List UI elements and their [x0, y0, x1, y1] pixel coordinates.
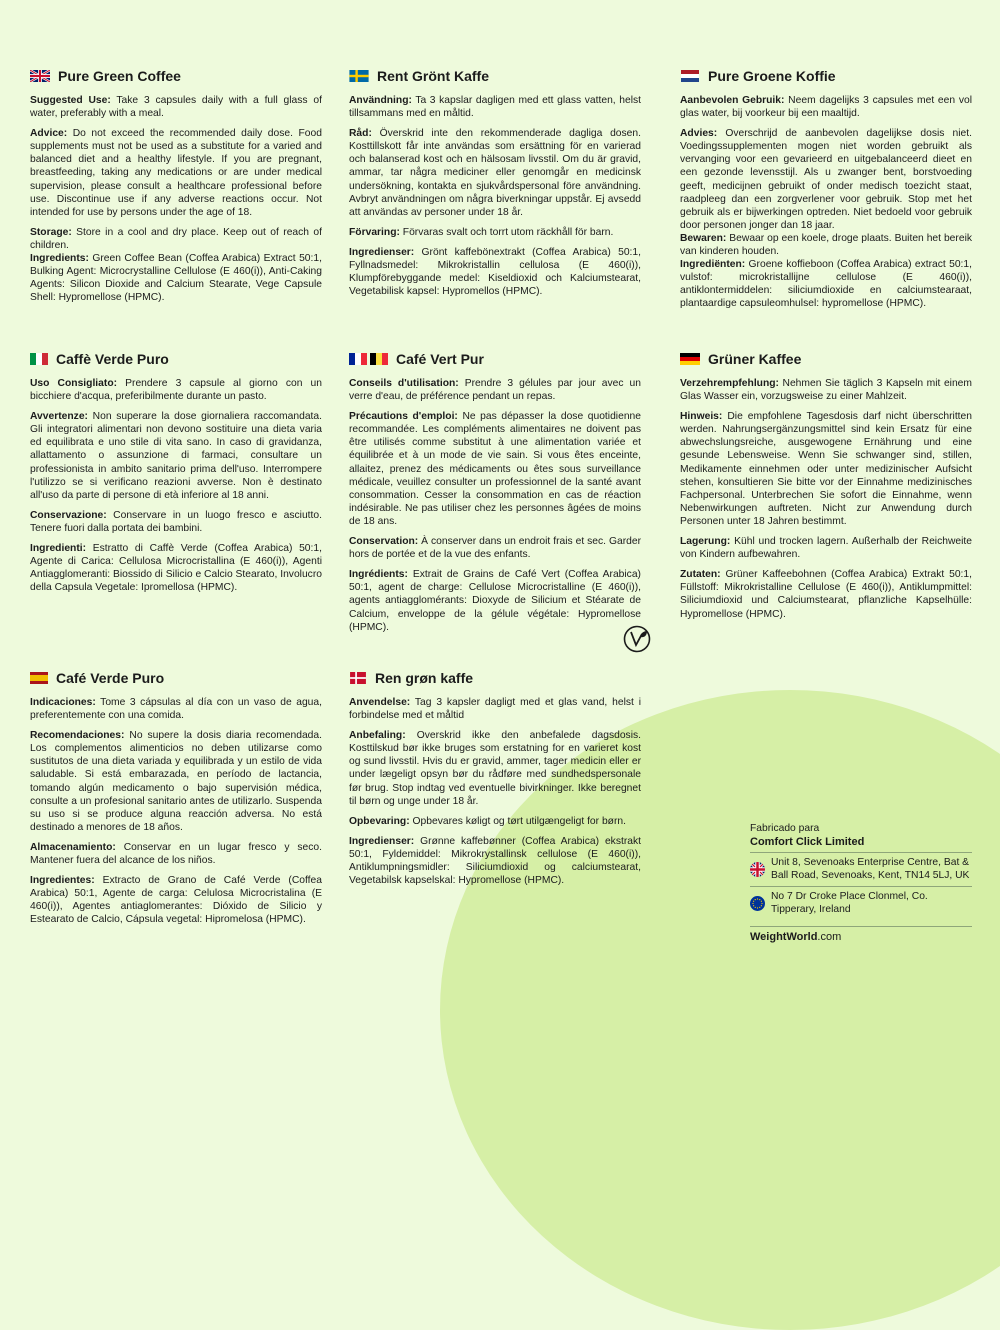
- vegan-leaf-icon: [623, 625, 651, 653]
- advice-text: Do not exceed the recommended daily dose. Food supplements must not be used as a substitute for a varied and balanced diet and a healthy lifestyle. If you are pregnant, breastfeeding, taking any medications or are under medical supervision, please consult a healthcare professional before use. Discontinue use if any adverse reactions occur. Not intended for use by persons under the age of 18.: [30, 128, 322, 218]
- usage-text: Nehmen Sie täglich 3 Kapseln mit einem Glas Wasser ein, vorzugsweise zu einer Mahlzeit.: [680, 378, 972, 403]
- website-link[interactable]: [750, 926, 972, 944]
- spain-flag-icon: [30, 672, 48, 684]
- advice-label: Avvertenze:: [30, 411, 88, 423]
- uk-address: Unit 8, Sevenoaks Enterprise Centre, Bat & Ball Road, Sevenoaks, Kent, TN14 5LJ, UK: [771, 857, 970, 881]
- section-title: Ren grøn kaffe: [375, 670, 474, 686]
- storage-text: Kühl und trocken lagern. Außerhalb der Reichweite von Kindern aufbewahren.: [680, 536, 972, 561]
- section-danish: [349, 670, 641, 894]
- advice-text: Överskrid inte den rekommenderade dagliga dosen. Kosttillskott får inte användas som ersättning för en varierad och balanserad kost och en hälsosam livsstil. Om du är gravid, ammar, tar några mediciner eller genomgår en medicinsk undersökning, kontakta en sjukvårdspersonal före användning. Avbryt användningen om några biverkningar uppstår. Ej avsedd att användas av personer under 18 år.: [349, 128, 641, 218]
- section-header: [680, 68, 972, 84]
- section-header: [349, 68, 641, 84]
- section-header: [349, 670, 641, 686]
- uk-flag-icon: [30, 70, 50, 82]
- section-dutch: [680, 68, 972, 318]
- ingredients-label: Ingredienser:: [349, 246, 415, 258]
- storage-paragraph: [349, 226, 641, 239]
- storage-label: Bewaren:: [680, 232, 727, 244]
- storage-text: Store in a cool and dry place. Keep out of reach of children.: [30, 226, 322, 251]
- ingredients-text: Green Coffee Bean (Coffea Arabica) Extract 50:1, Bulking Agent: Microcrystalline Cellulose (E 460(i)), Anti-Caking Agents: Silicon Dioxide and Calcium Stearate, Vege Capsule Shell: Hypromellose (HPMC).: [30, 253, 322, 304]
- section-title: Pure Groene Koffie: [708, 68, 836, 84]
- ingredients-text: Groene koffieboon (Coffea Arabica) extract 50:1, vulstof: microkristallijne cellulose (E 460(i)), antiklontermiddelen: siliciumdioxide en calciumstearaat, plantaardige capsuleomhulsel: hypromellose (HPMC).: [680, 259, 972, 310]
- section-header: [349, 351, 641, 367]
- storage-paragraph: [349, 535, 641, 561]
- section-german: [680, 351, 972, 628]
- ingredients-text: Grüner Kaffeebohnen (Coffea Arabica) Extrakt 50:1, Füllstoff: Mikrokristalline Cellulose (E 460(i)), Antiklumpmittel: Siliciumdioxid und Calciumstearat, pflanzliche Kapselhülle: Hypromellose (HPMC).: [680, 569, 972, 620]
- usage-paragraph: [349, 377, 641, 403]
- advice-label: Précautions d'emploi:: [349, 411, 458, 423]
- uk-flag-icon: [750, 862, 765, 877]
- section-header: [30, 68, 322, 84]
- usage-paragraph: [30, 696, 322, 722]
- section-italian: [30, 351, 322, 601]
- germany-flag-icon: [680, 353, 700, 365]
- italy-flag-icon: [30, 353, 48, 365]
- storage-text: À conserver dans un endroit frais et sec. Garder hors de portée et de la vue des enfants.: [349, 536, 641, 561]
- ingredients-text: Extracto de Grano de Café Verde (Coffea Arabica) 50:1, Agente de carga: Celulosa Microcristalina (E 460(i)), Agentes antiaglomerantes: Dióxido de Silicio y Estearato de Calcio, Cápsula vegetal: Hipromelosa (HPMC).: [30, 875, 322, 926]
- ingredients-paragraph: [680, 258, 972, 310]
- ingredients-paragraph: [30, 252, 322, 304]
- storage-label: Almacenamiento:: [30, 841, 116, 853]
- ingredients-text: Extrait de Grains de Café Vert (Coffea Arabica) 50:1, agent de charge: Cellulose Microcristalline (E 460(i)), agents antiagglomérants: Dioxyde de Silicium et Stéarate de Calcium, enveloppe de la gélule végétale: Hypromellose (HPMC).: [349, 569, 641, 633]
- usage-text: Take 3 capsules daily with a full glass of water, preferably with a meal.: [30, 95, 322, 120]
- manufacturer-block: [750, 823, 972, 944]
- ingredients-paragraph: [30, 874, 322, 926]
- section-french: [349, 351, 641, 641]
- storage-label: Conservation:: [349, 536, 419, 548]
- uk-address-row: [750, 852, 972, 886]
- storage-text: Bewaar op een koele, droge plaats. Buiten het bereik van kinderen houden.: [680, 232, 972, 258]
- storage-text: Conservar en un lugar fresco y seco. Mantener fuera del alcance de los niños.: [30, 841, 322, 867]
- storage-paragraph: [680, 535, 972, 561]
- ie-address-row: [750, 886, 972, 920]
- storage-text: Conservare in un luogo fresco e asciutto. Tenere fuori dalla portata dei bambini.: [30, 509, 322, 534]
- ingredients-label: Ingredients:: [30, 253, 89, 265]
- ingredients-label: Ingrédients:: [349, 569, 408, 581]
- ingredients-paragraph: [680, 568, 972, 620]
- usage-label: Anvendelse:: [349, 697, 411, 708]
- section-title: Grüner Kaffee: [708, 351, 802, 367]
- advice-paragraph: [349, 127, 641, 219]
- storage-paragraph: [680, 232, 972, 258]
- section-swedish: [349, 68, 641, 305]
- denmark-flag-icon: [349, 672, 367, 684]
- advice-text: Die empfohlene Tagesdosis darf nicht überschritten werden. Nahrungsergänzungsmittel sind kein Ersatz für eine abwechslungsreiche, ausgewogene Ernährung und eine gesunde Lebensweise. Wenn Sie schwanger sind, stillen, Medikamente einnehmen oder unter medizinischer Aufsicht stehen, konsultieren Sie bitte vor der Einnahme medizinisches Fachpersonal. Unterbrechen Sie sofort die Einnahme, wenn Nebenwirkungen auftreten. Nicht zur Anwendung durch Personen unter 18 Jahren bestimmt.: [680, 411, 972, 527]
- usage-text: Tome 3 cápsulas al día con un vaso de agua, preferentemente con una comida.: [30, 697, 322, 722]
- section-header: [30, 670, 322, 686]
- advice-label: Recomendaciones:: [30, 730, 125, 742]
- advice-text: Overschrijd de aanbevolen dagelijkse dosis niet. Voedingssupplementen mogen niet worden gebruikt als vervanging voor een gevarieerd en uitgebalanceerd dieet en een gezonde levensstijl. Als u zwanger bent, borstvoeding geeft, medicijnen gebruikt of onder medisch toezicht staat, raadpleeg dan een zorgverlener voor gebruik. Stop met het gebruik als er bijwerkingen optreden. Niet bedoeld voor gebruik door personen jonger dan 18 jaar.: [680, 128, 972, 231]
- usage-paragraph: [349, 94, 641, 120]
- storage-label: Förvaring:: [349, 226, 400, 238]
- usage-label: Aanbevolen Gebruik:: [680, 95, 785, 106]
- usage-label: Indicaciones:: [30, 697, 96, 708]
- usage-label: Suggested Use:: [30, 95, 111, 106]
- france-flag-icon: [349, 353, 367, 365]
- section-title: Café Verde Puro: [56, 670, 165, 686]
- usage-label: Verzehrempfehlung:: [680, 378, 779, 389]
- section-spanish: [30, 670, 322, 934]
- advice-text: No supere la dosis diaria recomendada. Los complementos alimenticios no deben utilizarse como sustitutos de una dieta variada y equilibrada y un estilo de vida saludable. Si está embarazada, en período de lactancia, tomando algún medicamento o bajo supervisión médica, consulte a un profesional sanitario antes de utilizarlo. Suspenda su uso si se produce alguna reacción adversa. No está destinado a menores de 18 años.: [30, 730, 322, 833]
- advice-text: Non superare la dose giornaliera raccomandata. Gli integratori alimentari non devono sostituire una dieta varia ed equilibrata e uno stile di vita sano. In caso di gravidanza, allattamento o assunzione di farmaci, consultare un professionista in ambito sanitario prima dell'uso. Interrompere l'utilizzo se si verificano reazioni avverse. Non è destinato all'uso da parte di persone di età inferiore al 18 anni.: [30, 411, 322, 501]
- belgium-flag-icon: [370, 353, 388, 365]
- ingredients-label: Zutaten:: [680, 569, 721, 581]
- usage-text: Tag 3 kapsler dagligt med et glas vand, helst i forbindelse med et måltid: [349, 697, 641, 722]
- storage-label: Opbevaring:: [349, 815, 410, 827]
- advice-paragraph: [680, 410, 972, 528]
- advice-paragraph: [349, 729, 641, 808]
- website-domain: .com: [817, 931, 842, 943]
- section-title: Café Vert Pur: [396, 351, 484, 367]
- usage-paragraph: [30, 377, 322, 403]
- storage-paragraph: [30, 226, 322, 252]
- storage-label: Lagerung:: [680, 536, 731, 548]
- storage-text: Förvaras svalt och torrt utom räckhåll för barn.: [399, 226, 614, 238]
- ingredients-label: Ingredienser:: [349, 835, 415, 847]
- usage-label: Användning:: [349, 95, 412, 106]
- ingredients-paragraph: [30, 542, 322, 594]
- section-header: [30, 351, 322, 367]
- storage-paragraph: [30, 509, 322, 535]
- storage-paragraph: [30, 841, 322, 867]
- ingredients-text: Grønne kaffebønner (Coffea Arabica) ekstrakt 50:1, Fyldemiddel: Mikrokrystallinsk cellulose (E 460(i)), Antiklumpningsmidler: Siliciumdioxid og calciumstearat, Vegetabilsk kapselskal: Hypromellose (HPMC).: [349, 835, 641, 887]
- usage-paragraph: [680, 377, 972, 403]
- ie-address: No 7 Dr Croke Place Clonmel, Co. Tipperary, Ireland: [771, 891, 928, 915]
- usage-label: Uso Consigliato:: [30, 378, 118, 389]
- ingredients-text: Estratto di Caffè Verde (Coffea Arabica) 50:1, Agente di Carica: Cellulosa Microcristallina (E 460(i)), Agenti Antiagglomeranti: Biossido di Silicio e Calcio Stearato, Involucro della Capsula Vegetale: Ipromellosa (HPMC).: [30, 543, 322, 594]
- usage-label: Conseils d'utilisation:: [349, 378, 459, 389]
- company-name: Comfort Click Limited: [750, 835, 865, 848]
- sweden-flag-icon: [349, 70, 369, 82]
- netherlands-flag-icon: [680, 70, 700, 82]
- advice-paragraph: [349, 410, 641, 528]
- section-header: [680, 351, 972, 367]
- advice-label: Advice:: [30, 128, 68, 140]
- advice-label: Anbefaling:: [349, 730, 406, 742]
- advice-text: Ne pas dépasser la dose quotidienne recommandée. Les compléments alimentaires ne doivent pas être utilisés comme substitut à une alimentation variée et équilibrée et à un mode de vie sain. Si vous êtes enceinte, allaitez, prenez des médicaments ou êtes sous surveillance médicale, veuillez consulter un professionnel de la santé avant consommation. Cesser la consommation en cas de réaction indésirable. Ne pas utiliser chez les personnes âgées de moins de 18 ans.: [349, 411, 642, 527]
- usage-paragraph: [30, 94, 322, 120]
- advice-label: Hinweis:: [680, 411, 723, 423]
- section-title: Rent Grönt Kaffe: [377, 68, 489, 84]
- flag-group: [349, 353, 388, 365]
- manufacturer-label: Fabricado para: [750, 823, 820, 834]
- website-name: WeightWorld: [750, 931, 818, 943]
- ingredients-paragraph: [349, 246, 641, 298]
- ingredients-paragraph: [349, 835, 641, 887]
- advice-paragraph: [30, 729, 322, 834]
- advice-paragraph: [680, 127, 972, 232]
- storage-label: Conservazione:: [30, 509, 107, 521]
- ingredients-label: Ingrediënten:: [680, 259, 746, 271]
- usage-text: Neem dagelijks 3 capsules met een vol glas water, bij voorkeur bij een maaltijd.: [680, 95, 972, 120]
- ingredients-paragraph: [349, 568, 641, 633]
- usage-paragraph: [349, 696, 641, 722]
- advice-paragraph: [30, 127, 322, 219]
- storage-text: Opbevares køligt og tørt utilgængeligt for børn.: [409, 815, 626, 827]
- advice-label: Advies:: [680, 128, 718, 140]
- storage-label: Storage:: [30, 226, 72, 238]
- ingredients-label: Ingredientes:: [30, 875, 95, 887]
- advice-text: Overskrid ikke den anbefalede dagsdosis. Kosttilskud bør ikke bruges som erstatning for en varieret kost og sund livsstil. Hvis du er gravid, ammer, tager medicin eller er under lægeligt opsyn bør du rådføre med sundhedspersonale før brug. Stop indtag ved eventuelle bivirkninger. Ikke beregnet til børn og unge under 18 år.: [349, 730, 641, 807]
- section-title: Pure Green Coffee: [58, 68, 181, 84]
- ingredients-text: Grönt kaffebönextrakt (Coffea Arabica) 50:1, Fyllnadsmedel: Mikrokristallin cellulosa (E 460(i)), Klumpförebyggande medel: Kiseldioxid och Kalciumstearat, Vegetabilisk kapsel: Hypromellos (HPMC).: [349, 246, 641, 298]
- advice-label: Råd:: [349, 128, 372, 140]
- eu-flag-icon: [750, 896, 765, 911]
- usage-text: Prendere 3 capsule al giorno con un bicchiere d'acqua, preferibilmente durante un pasto.: [30, 378, 322, 403]
- ingredients-label: Ingredienti:: [30, 543, 87, 555]
- section-title: Caffè Verde Puro: [56, 351, 169, 367]
- usage-text: Prendre 3 gélules par jour avec un verre d'eau, de préférence pendant un repas.: [349, 378, 641, 403]
- usage-text: Ta 3 kapslar dagligen med ett glass vatten, helst tillsammans med en måltid.: [349, 95, 641, 120]
- usage-paragraph: [680, 94, 972, 120]
- section-english: [30, 68, 322, 311]
- storage-paragraph: [349, 815, 641, 828]
- advice-paragraph: [30, 410, 322, 502]
